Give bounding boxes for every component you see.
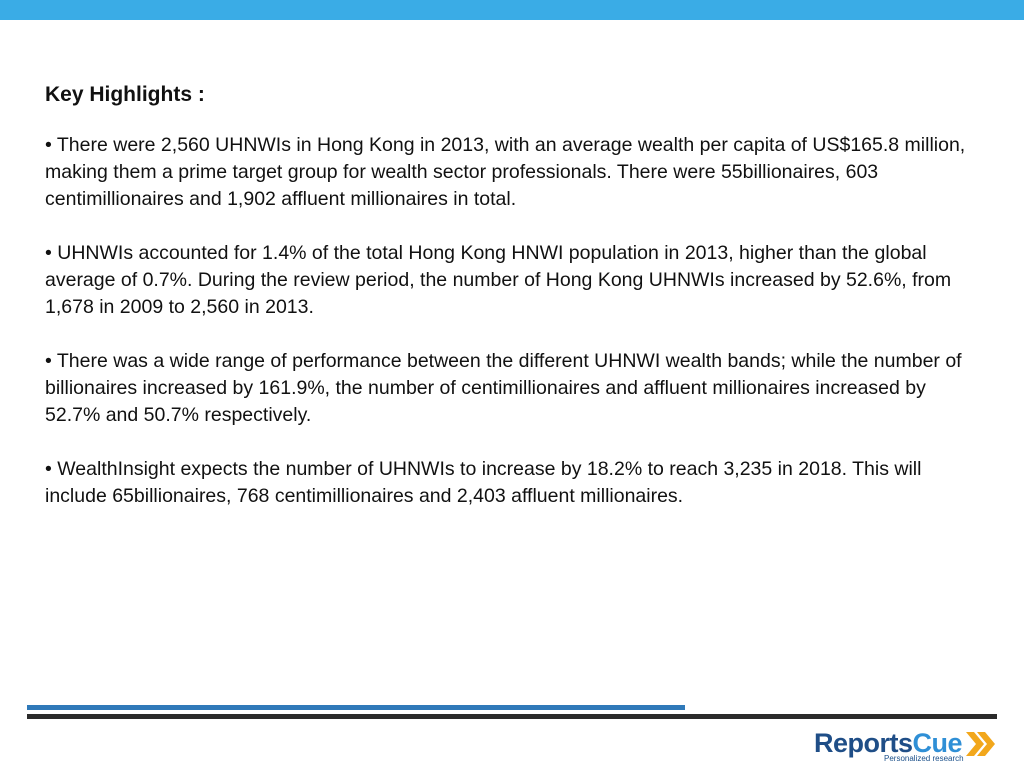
- footer-divider-blue: [27, 705, 685, 710]
- double-chevron-right-icon: [964, 730, 998, 758]
- logo-tagline: Personalized research: [884, 754, 964, 763]
- slide-content: [45, 80, 980, 537]
- bullet-item: • There were 2,560 UHNWIs in Hong Kong in 2013, with an average wealth per capita of US$165.8 million, making them a prime target group for wealth sector professionals. There were 55billionaires, 603 centimillionaires and 1,902 affluent millionaires in total.: [45, 134, 966, 210]
- footer-divider-dark: [27, 714, 997, 719]
- logo-word-cue: Cue: [912, 728, 963, 758]
- top-accent-bar: [0, 0, 1024, 20]
- reportscue-logo: [814, 727, 1004, 767]
- bullet-item: • There was a wide range of performance between the different UHNWI wealth bands; while the number of billionaires increased by 161.9%, the number of centimillionaires and affluent millionaires increased by 52.7% and 50.7% respectively.: [45, 350, 962, 426]
- logo-word-reports: Reports: [814, 728, 913, 758]
- slide-heading: Key Highlights :: [45, 83, 205, 106]
- bullet-item: • UHNWIs accounted for 1.4% of the total Hong Kong HNWI population in 2013, higher than the global average of 0.7%. During the review period, the number of Hong Kong UHNWIs increased by 52.6%, from 1,678 in 2009 to 2,560 in 2013.: [45, 242, 952, 318]
- bullet-item: • WealthInsight expects the number of UHNWIs to increase by 18.2% to reach 3,235 in 2018. This will include 65billionaires, 768 centimillionaires and 2,403 affluent millionaires.: [45, 458, 922, 507]
